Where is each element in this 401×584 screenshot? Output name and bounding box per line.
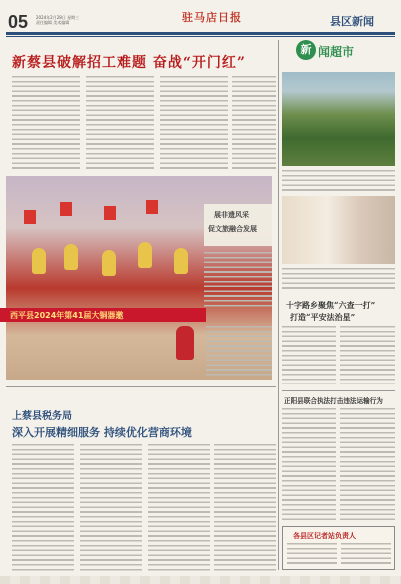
photo-caption-box [204,204,272,246]
flag-shape [104,206,116,220]
divider [6,386,276,387]
flag-shape [146,200,158,214]
performer-figure [138,242,152,268]
reporter-contacts-box [282,526,395,570]
bottom-story-headline: 深入开展精细服务 持续优化营商环境 [12,426,192,439]
divider [282,390,395,391]
footer-strip [0,576,401,584]
photo-caption-text-lower [206,326,272,376]
story2-headline-line1: 十字路乡聚焦“六查一打” [286,300,376,310]
flag-shape [60,202,72,216]
performer-figure [176,326,194,360]
home-caption-text [282,268,395,290]
lead-headline: 新蔡县破解招工难题 奋战“开门红” [12,55,246,71]
paper-name: 驻马店日报 [182,11,242,24]
page-header [0,0,401,36]
story3-headline: 正阳县联合执法打击违法运输行为 [284,397,383,405]
news-market-badge [296,40,386,62]
date-line: 2024年2月28日 星期三 [36,15,80,20]
caption-title-line2: 促文旅融合发展 [208,224,257,233]
badge-circle: 新 [296,40,316,60]
lead-story-text-col2 [86,76,154,172]
story2-text-col1 [282,326,336,384]
home-visit-photo [282,196,395,264]
story2-headline-line2: 打造“平安法治星” [290,312,356,322]
bottom-story-text-col4 [214,444,276,572]
bottom-story-text-col2 [80,444,142,572]
header-rule-thin [6,36,395,37]
bottom-story-text-col1 [12,444,74,572]
contacts-col-right [341,543,391,567]
reporter-contacts-title: 各县区记者站负责人 [293,531,356,540]
header-rule [6,32,395,35]
page-number: 05 [8,12,29,32]
story3-text-col1 [282,408,336,522]
photo-caption-text [204,252,272,308]
column-divider [278,40,279,570]
reporter-contacts-list [287,543,391,567]
bottom-story-text-col3 [148,444,210,572]
farm-caption-text [282,170,395,192]
festival-banner-text: 西平县2024年第41届大铜器邀 [10,311,124,320]
bottom-story-kicker: 上蔡县税务局 [12,411,72,422]
contacts-col-left [287,543,337,567]
issue-date [36,15,79,25]
badge-text: 闻超市 [318,45,355,59]
performer-figure [64,244,78,270]
greenhouse-photo [282,72,395,166]
story2-text-col2 [340,326,395,384]
performer-figure [32,248,46,274]
performer-figure [174,248,188,274]
lead-story-text-col3 [160,76,228,172]
section-name: 县区新闻 [330,15,374,28]
editor-line: 责任编辑 美术编辑 [36,20,70,25]
lead-story-text-col1 [12,76,80,172]
flag-shape [24,210,36,224]
story3-text-col2 [340,408,395,522]
caption-title-line1: 展非遗风采 [214,210,249,219]
lead-story-text-col4 [232,76,276,172]
performer-figure [102,250,116,276]
